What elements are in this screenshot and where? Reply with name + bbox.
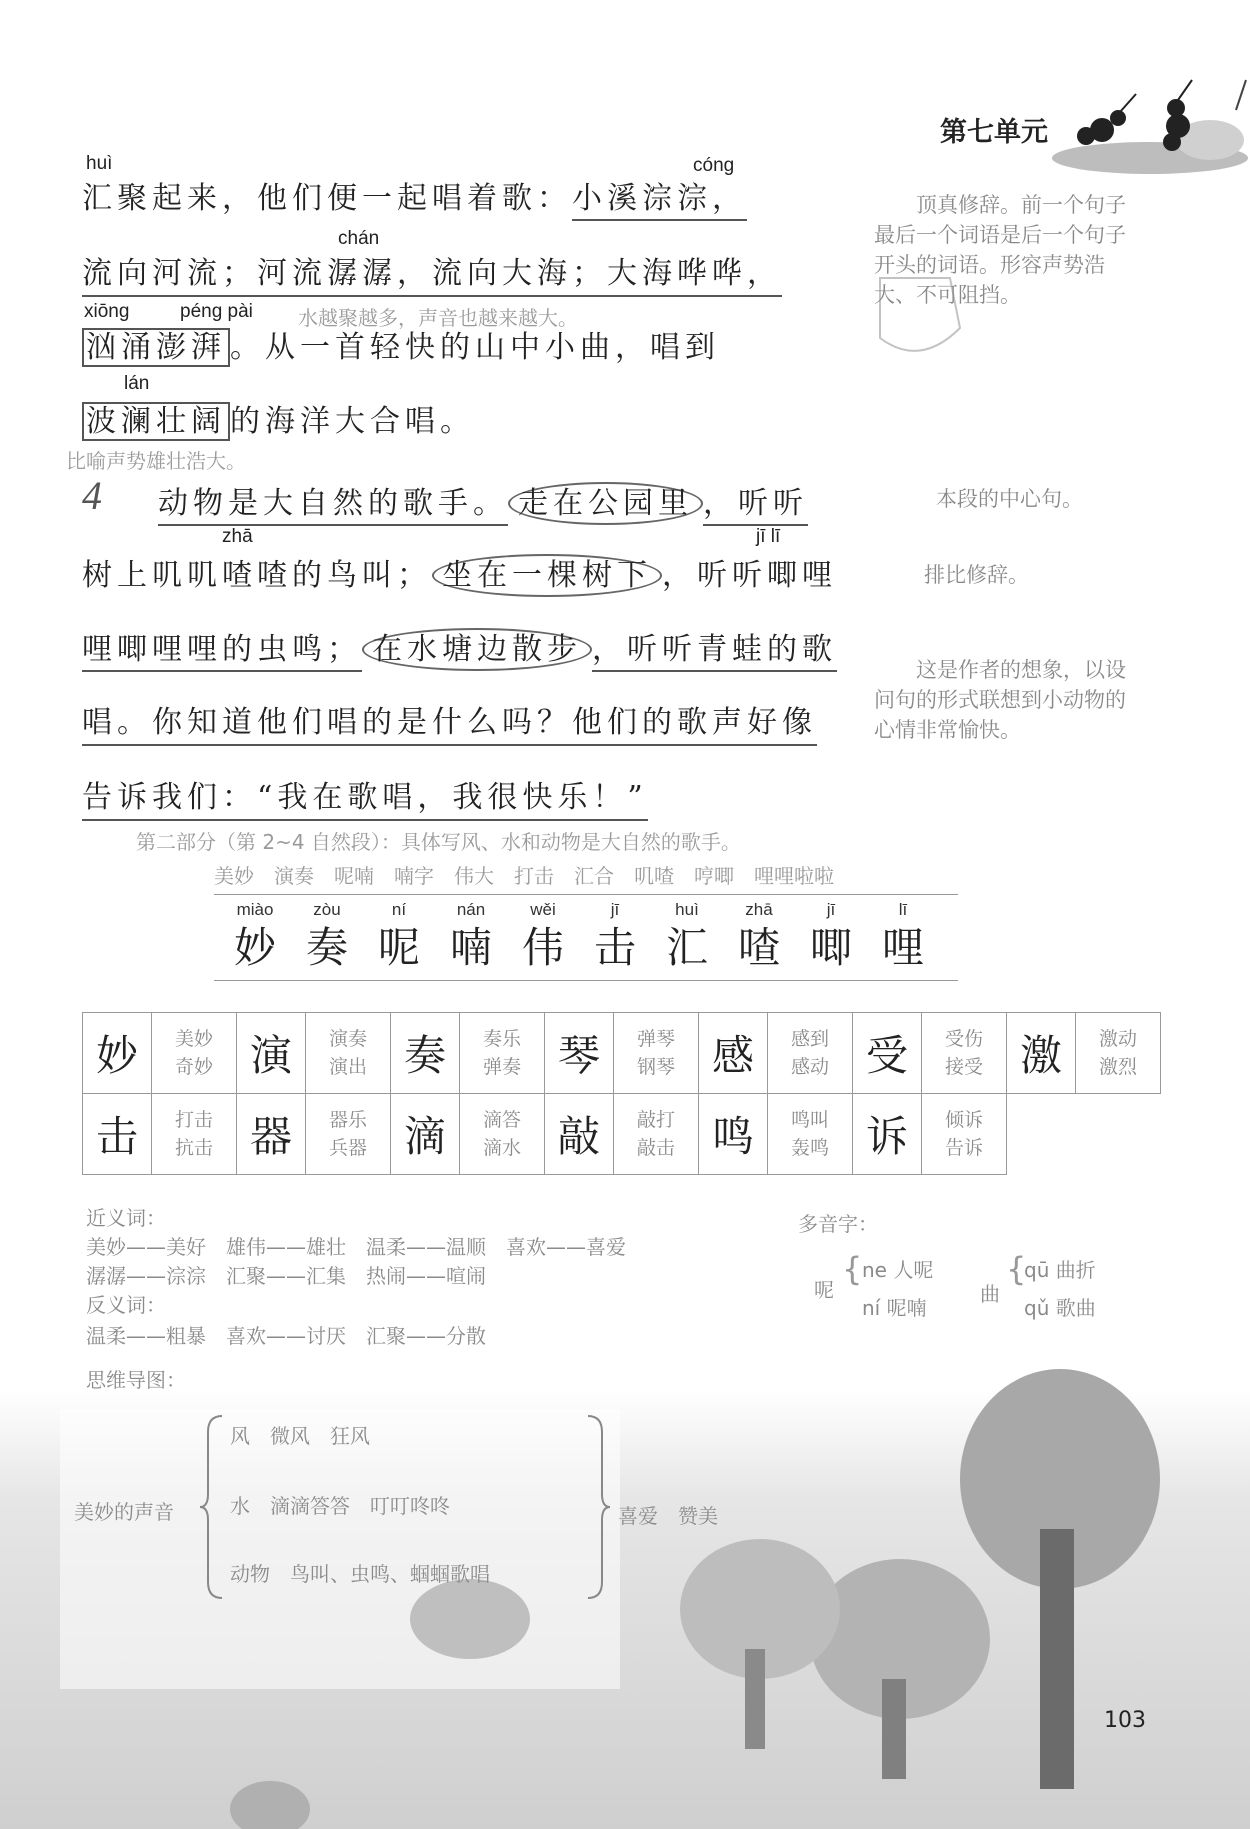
table-words	[1076, 1013, 1161, 1094]
table-word: 演出	[328, 1056, 367, 1078]
table-word: 奏乐	[482, 1028, 521, 1050]
table-word: 滴水	[482, 1137, 521, 1159]
table-word: 倾诉	[944, 1109, 983, 1131]
mindmap-branch-water: 水 滴滴答答 叮叮咚咚	[230, 1494, 450, 1518]
table-word: 激动	[1098, 1028, 1137, 1050]
mindmap-result: 喜爱 赞美	[618, 1504, 718, 1528]
new-char-pinyin: miào	[236, 900, 274, 919]
table-word: 感动	[790, 1056, 829, 1078]
p4-line3-a: 哩唧哩哩的虫鸣；	[82, 632, 362, 672]
table-char: 演	[237, 1013, 306, 1094]
boxed-xiongyong: 汹涌澎湃	[82, 328, 230, 367]
new-char-glyph: 喃	[449, 923, 492, 972]
antonyms-label: 反义词：	[86, 1293, 166, 1317]
table-char: 鸣	[699, 1094, 768, 1175]
p4-line1-b: ，听听	[703, 486, 808, 526]
p4-line2-a: 树上叽叽喳喳的鸟叫；	[82, 558, 432, 593]
new-char-glyph: 呢	[377, 923, 420, 972]
table-char: 器	[237, 1094, 306, 1175]
polyphone-ne-char: 呢	[814, 1278, 834, 1302]
new-char	[220, 900, 290, 974]
table-word: 告诉	[944, 1137, 983, 1159]
table-word: 接受	[944, 1056, 983, 1078]
p3-line1-underlined: 小溪淙淙，	[572, 181, 747, 221]
table-char: 激	[1007, 1013, 1076, 1094]
pinyin-chan: chán	[338, 228, 380, 249]
table-word: 弹琴	[636, 1028, 675, 1050]
p4-line4: 唱。你知道他们唱的是什么吗？他们的歌声好像	[82, 697, 817, 746]
mindmap-brace-right	[584, 1412, 614, 1602]
table-char: 诉	[853, 1094, 922, 1175]
new-char-pinyin: jī	[610, 900, 620, 919]
table-word: 轰鸣	[790, 1137, 829, 1159]
pinyin-jili: jī lī	[756, 526, 781, 547]
new-char-pinyin: ní	[391, 900, 407, 919]
p4-line3	[82, 624, 837, 668]
table-words	[306, 1013, 391, 1094]
table-words	[152, 1013, 237, 1094]
polyphone-ne-a: ne 人呢	[862, 1258, 934, 1282]
new-char-glyph: 伟	[521, 923, 564, 972]
table-word: 鸣叫	[790, 1109, 829, 1131]
pinyin-cong: cóng	[693, 155, 735, 176]
table-words	[922, 1094, 1007, 1175]
polyphone-qu-char: 曲	[980, 1282, 1000, 1306]
new-char-glyph: 汇	[665, 923, 708, 972]
paragraph-number: 4	[82, 473, 102, 518]
unit-title: 第七单元	[940, 117, 1048, 148]
table-words	[460, 1013, 545, 1094]
table-words	[460, 1094, 545, 1175]
synonyms-row1: 美妙——美好 雄伟——雄壮 温柔——温顺 喜欢——喜爱	[86, 1235, 626, 1259]
note-water: 水越聚越多，声音也越来越大。	[298, 306, 578, 330]
table-char: 滴	[391, 1094, 460, 1175]
synonyms-row2: 潺潺——淙淙 汇聚——汇集 热闹——喧闹	[86, 1264, 486, 1288]
new-char-glyph: 喳	[737, 923, 780, 972]
table-char: 琴	[545, 1013, 614, 1094]
pinyin-zha: zhā	[222, 526, 253, 547]
circled-park: 走在公园里	[508, 482, 703, 525]
table-word: 受伤	[944, 1028, 983, 1050]
p4-line3-b: ，听听青蛙的歌	[592, 632, 837, 672]
new-char-glyph: 妙	[233, 923, 276, 972]
table-word: 美妙	[174, 1028, 213, 1050]
table-words	[614, 1013, 699, 1094]
table-word: 弹奏	[482, 1056, 521, 1078]
table-word: 打击	[174, 1109, 213, 1131]
new-char-pinyin: jī	[826, 900, 836, 919]
mindmap-branch-animals: 动物 鸟叫、虫鸣、蝈蝈歌唱	[230, 1562, 490, 1586]
table-word: 奇妙	[174, 1056, 213, 1078]
table-word: 滴答	[482, 1109, 521, 1131]
side-note-3: 排比修辞。	[924, 563, 1029, 587]
table-char: 妙	[83, 1013, 152, 1094]
new-char-glyph: 击	[593, 923, 636, 972]
polyphones-label: 多音字：	[798, 1212, 878, 1236]
new-char	[436, 900, 506, 974]
p4-line1	[158, 478, 808, 522]
ant-illustration	[1050, 70, 1250, 180]
word-row-text: 美妙 演奏 呢喃 喃字 伟大 打击 汇合 叽喳 哼唧 哩哩啦啦	[214, 864, 834, 888]
circled-tree: 坐在一棵树下	[432, 554, 662, 597]
table-word: 演奏	[328, 1028, 367, 1050]
brace-1: {	[842, 1250, 863, 1288]
p3-line3-text: 。从一首轻快的山中小曲，唱到	[230, 330, 720, 365]
table-char: 感	[699, 1013, 768, 1094]
new-char	[508, 900, 578, 974]
table-words	[922, 1013, 1007, 1094]
p4-line5: 告诉我们：“我在歌唱，我很快乐！”	[82, 772, 648, 821]
table-words	[614, 1094, 699, 1175]
pinyin-lan: lán	[124, 373, 150, 394]
boxed-bolan: 波澜壮阔	[82, 402, 230, 441]
mindmap-branch-wind: 风 微风 狂风	[230, 1424, 370, 1448]
new-char-glyph: 奏	[305, 923, 348, 972]
character-table	[82, 1012, 1161, 1175]
circled-pond: 在水塘边散步	[362, 628, 592, 671]
new-char	[868, 900, 938, 974]
page-number: 103	[1104, 1708, 1146, 1733]
table-word: 钢琴	[636, 1056, 675, 1078]
polyphone-qu-b: qǔ 歌曲	[1024, 1296, 1096, 1320]
table-char: 受	[853, 1013, 922, 1094]
pinyin-xiong: xiōng	[84, 301, 130, 322]
pinyin-hui: huì	[86, 153, 113, 174]
p3-line4-text: 的海洋大合唱。	[230, 404, 475, 439]
p4-line2	[82, 550, 837, 594]
table-words	[152, 1094, 237, 1175]
table-char: 奏	[391, 1013, 460, 1094]
new-char-pinyin: zhā	[745, 900, 773, 919]
mindmap-brace-left	[198, 1412, 228, 1602]
new-char-glyph: 唧	[809, 923, 852, 972]
table-char: 敲	[545, 1094, 614, 1175]
pinyin-pengpai: péng pài	[180, 301, 253, 322]
table-words	[306, 1094, 391, 1175]
side-note-4: 这是作者的想象，以设问句的形式联想到小动物的心情非常愉快。	[874, 658, 1126, 742]
table-words	[768, 1094, 853, 1175]
antonyms-row1: 温柔——粗暴 喜欢——讨厌 汇聚——分散	[86, 1324, 486, 1348]
new-char-pinyin: wěi	[530, 900, 556, 919]
table-word: 感到	[790, 1028, 829, 1050]
landscape-illustration	[0, 1349, 1250, 1829]
brace-2: {	[1006, 1250, 1027, 1288]
table-word: 兵器	[328, 1137, 367, 1159]
p3-line2: 流向河流；河流潺潺，流向大海；大海哗哗，	[82, 248, 782, 297]
new-char-pinyin: lī	[898, 900, 908, 919]
table-word: 器乐	[328, 1109, 367, 1131]
polyphone-ne-b: ní 呢喃	[862, 1296, 927, 1320]
table-word: 敲击	[636, 1137, 675, 1159]
new-char-glyph: 哩	[881, 923, 924, 972]
table-char: 击	[83, 1094, 152, 1175]
word-row	[214, 860, 958, 895]
new-char-pinyin: huì	[675, 900, 699, 919]
table-word: 抗击	[174, 1137, 213, 1159]
new-char-pinyin: zòu	[313, 900, 341, 919]
new-characters	[214, 900, 958, 981]
new-char	[796, 900, 866, 974]
stamp-icon	[860, 258, 970, 368]
new-char	[580, 900, 650, 974]
synonyms-label: 近义词：	[86, 1206, 166, 1230]
new-char	[724, 900, 794, 974]
new-char	[652, 900, 722, 974]
side-note-1: 顶真修辞。前一个句子最后一个词语是后一个句子开头的词语。形容声势浩大、不可阻挡。	[874, 193, 1126, 307]
p3-line3	[82, 322, 720, 366]
mindmap-root: 美妙的声音	[74, 1500, 174, 1524]
p3-line1-text: 汇聚起来，他们便一起唱着歌：	[82, 181, 572, 216]
p4-line2-b: ，听听唧哩	[662, 558, 837, 593]
note-metaphor: 比喻声势雄壮浩大。	[66, 449, 246, 473]
new-char	[292, 900, 362, 974]
p4-line1-a: 动物是大自然的歌手。	[158, 486, 508, 526]
p3-line4	[82, 396, 475, 440]
mindmap-label: 思维导图：	[86, 1368, 186, 1392]
table-words	[768, 1013, 853, 1094]
table-word: 敲打	[636, 1109, 675, 1131]
table-word: 激烈	[1098, 1056, 1137, 1078]
polyphone-qu-a: qū 曲折	[1024, 1258, 1096, 1282]
new-char-pinyin: nán	[456, 900, 486, 919]
part2-summary: 第二部分（第 2~4 自然段）：具体写风、水和动物是大自然的歌手。	[136, 830, 741, 854]
p3-line1	[82, 173, 747, 217]
new-char	[364, 900, 434, 974]
side-note-2: 本段的中心句。	[936, 487, 1083, 511]
